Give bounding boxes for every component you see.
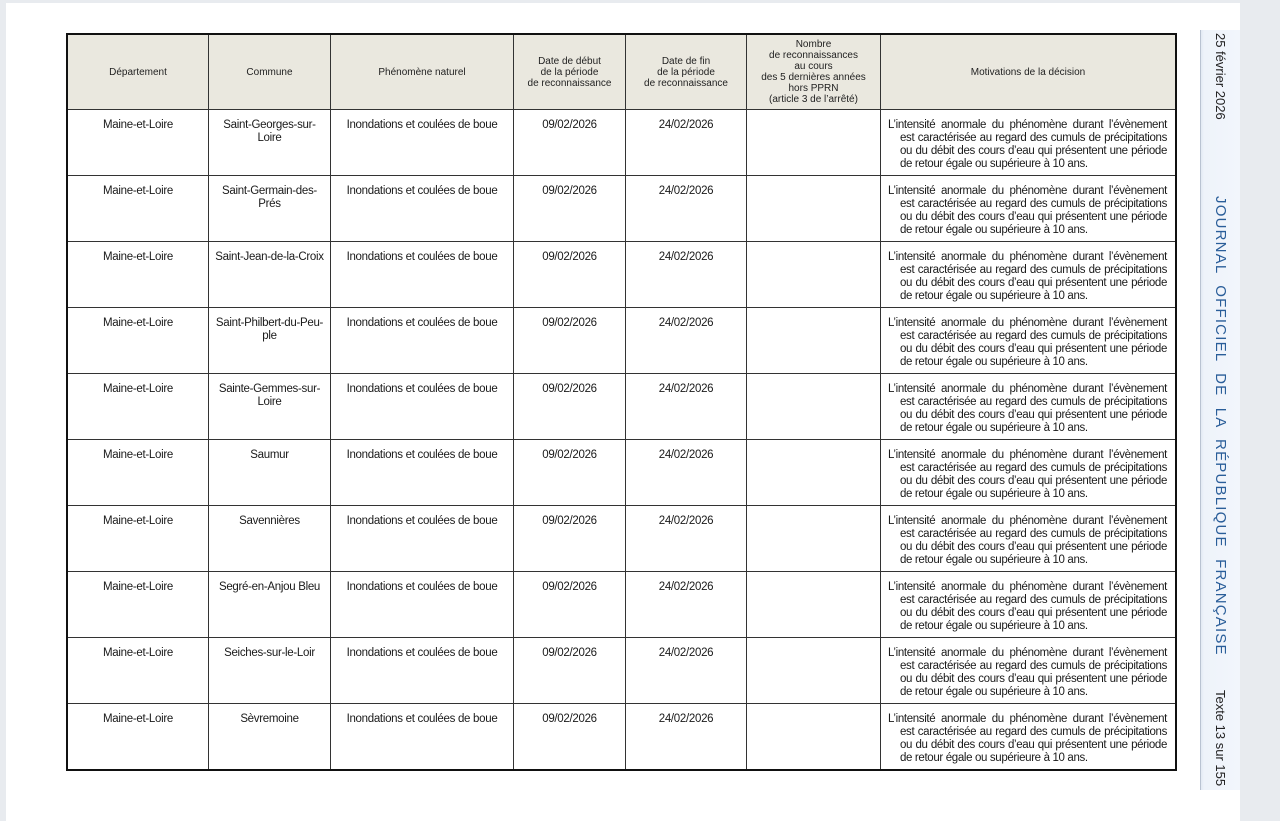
cell-commune: Sainte-Gemmes-sur-Loire	[209, 374, 331, 440]
cell-date-debut: 09/02/2026	[514, 176, 626, 242]
cell-departement: Maine-et-Loire	[67, 110, 209, 176]
header-date-fin	[626, 34, 747, 110]
cell-commune: Seiches-sur-le-Loir	[209, 638, 331, 704]
cell-date-fin: 24/02/2026	[626, 242, 747, 308]
header-line: de la période	[657, 66, 715, 78]
cell-date-fin: 24/02/2026	[626, 704, 747, 771]
cell-motivation: L’intensité anormale du phénomène durant l’évènement est caractérisée au regard des cumuls de précipitations ou du débit des cours d’eau qui présentent une période de retour égale ou supérieure à 10 ans.	[881, 176, 1177, 242]
cell-motivation: L’intensité anormale du phénomène durant l’évènement est caractérisée au regard des cumuls de précipitations ou du débit des cours d’eau qui présentent une période de retour égale ou supérieure à 10 ans.	[881, 374, 1177, 440]
table-row	[67, 638, 1176, 704]
cell-commune: Saumur	[209, 440, 331, 506]
cell-nombre	[747, 572, 881, 638]
cell-departement: Maine-et-Loire	[67, 440, 209, 506]
table-row	[67, 242, 1176, 308]
cell-date-debut: 09/02/2026	[514, 308, 626, 374]
publication-title: JOURNAL OFFICIEL DE LA RÉPUBLIQUE FRANÇAISE	[1212, 196, 1229, 656]
header-line: de reconnaissance	[527, 77, 612, 89]
table-row	[67, 110, 1176, 176]
header-line: de la période	[540, 66, 599, 78]
header-line: (article 3 de l’arrêté)	[769, 94, 858, 105]
cell-commune: Sèvremoine	[209, 704, 331, 771]
cell-departement: Maine-et-Loire	[67, 242, 209, 308]
cell-nombre	[747, 374, 881, 440]
cell-phenomene: Inondations et coulées de boue	[331, 506, 514, 572]
cell-departement: Maine-et-Loire	[67, 506, 209, 572]
cell-motivation: L’intensité anormale du phénomène durant l’évènement est caractérisée au regard des cumuls de précipitations ou du débit des cours d’eau qui présentent une période de retour égale ou supérieure à 10 ans.	[881, 572, 1177, 638]
header-line: Nombre	[795, 39, 832, 50]
cell-motivation: L’intensité anormale du phénomène durant l’évènement est caractérisée au regard des cumuls de précipitations ou du débit des cours d’eau qui présentent une période de retour égale ou supérieure à 10 ans.	[881, 308, 1177, 374]
cell-commune: Segré-en-Anjou Bleu	[209, 572, 331, 638]
cell-commune: Saint-Germain-des-Prés	[209, 176, 331, 242]
cell-date-debut: 09/02/2026	[514, 638, 626, 704]
table-row	[67, 176, 1176, 242]
cell-motivation: L’intensité anormale du phénomène durant l’évènement est caractérisée au regard des cumuls de précipitations ou du débit des cours d’eau qui présentent une période de retour égale ou supérieure à 10 ans.	[881, 704, 1177, 771]
cell-date-debut: 09/02/2026	[514, 440, 626, 506]
recognition-table	[66, 33, 1177, 771]
header-line: des 5 dernières années	[761, 72, 866, 83]
cell-motivation: L’intensité anormale du phénomène durant l’évènement est caractérisée au regard des cumuls de précipitations ou du débit des cours d’eau qui présentent une période de retour égale ou supérieure à 10 ans.	[881, 506, 1177, 572]
cell-date-fin: 24/02/2026	[626, 176, 747, 242]
cell-phenomene: Inondations et coulées de boue	[331, 704, 514, 771]
table-row	[67, 440, 1176, 506]
cell-date-fin: 24/02/2026	[626, 308, 747, 374]
cell-phenomene: Inondations et coulées de boue	[331, 374, 514, 440]
cell-motivation: L’intensité anormale du phénomène durant l’évènement est caractérisée au regard des cumuls de précipitations ou du débit des cours d’eau qui présentent une période de retour égale ou supérieure à 10 ans.	[881, 242, 1177, 308]
cell-phenomene: Inondations et coulées de boue	[331, 638, 514, 704]
cell-departement: Maine-et-Loire	[67, 704, 209, 771]
cell-phenomene: Inondations et coulées de boue	[331, 242, 514, 308]
header-commune: Commune	[209, 34, 331, 110]
cell-nombre	[747, 242, 881, 308]
table-header-row	[67, 34, 1176, 110]
cell-phenomene: Inondations et coulées de boue	[331, 440, 514, 506]
cell-phenomene: Inondations et coulées de boue	[331, 176, 514, 242]
header-line: Date de début	[538, 55, 601, 67]
cell-nombre	[747, 176, 881, 242]
cell-departement: Maine-et-Loire	[67, 572, 209, 638]
cell-date-debut: 09/02/2026	[514, 242, 626, 308]
cell-date-debut: 09/02/2026	[514, 374, 626, 440]
table-row	[67, 308, 1176, 374]
cell-commune: Saint-Georges-sur-Loire	[209, 110, 331, 176]
cell-date-fin: 24/02/2026	[626, 374, 747, 440]
cell-phenomene: Inondations et coulées de boue	[331, 110, 514, 176]
cell-phenomene: Inondations et coulées de boue	[331, 308, 514, 374]
cell-commune: Saint-Philbert-du-Peu-ple	[209, 308, 331, 374]
header-date-debut	[514, 34, 626, 110]
cell-nombre	[747, 440, 881, 506]
header-nombre-reconnaissances	[747, 34, 881, 110]
cell-departement: Maine-et-Loire	[67, 374, 209, 440]
table-row	[67, 374, 1176, 440]
cell-phenomene: Inondations et coulées de boue	[331, 572, 514, 638]
cell-nombre	[747, 704, 881, 771]
cell-departement: Maine-et-Loire	[67, 638, 209, 704]
cell-date-fin: 24/02/2026	[626, 440, 747, 506]
cell-date-debut: 09/02/2026	[514, 506, 626, 572]
cell-date-fin: 24/02/2026	[626, 572, 747, 638]
cell-nombre	[747, 110, 881, 176]
cell-commune: Saint-Jean-de-la-Croix	[209, 242, 331, 308]
header-phenomene: Phénomène naturel	[331, 34, 514, 110]
header-line: au cours	[794, 61, 833, 72]
header-line: de reconnaissance	[644, 77, 728, 89]
header-motivations: Motivations de la décision	[881, 34, 1177, 110]
publication-date: 25 février 2026	[1213, 33, 1228, 120]
header-line: de reconnaissances	[769, 50, 858, 61]
table-row	[67, 572, 1176, 638]
cell-date-fin: 24/02/2026	[626, 506, 747, 572]
table-row	[67, 704, 1176, 771]
header-line: hors PPRN	[788, 83, 839, 94]
cell-motivation: L’intensité anormale du phénomène durant l’évènement est caractérisée au regard des cumuls de précipitations ou du débit des cours d’eau qui présentent une période de retour égale ou supérieure à 10 ans.	[881, 440, 1177, 506]
cell-departement: Maine-et-Loire	[67, 176, 209, 242]
table-row	[67, 506, 1176, 572]
cell-date-debut: 09/02/2026	[514, 110, 626, 176]
cell-nombre	[747, 308, 881, 374]
cell-date-debut: 09/02/2026	[514, 572, 626, 638]
text-counter: Texte 13 sur 155	[1213, 690, 1228, 787]
header-line: Date de fin	[661, 55, 711, 67]
cell-departement: Maine-et-Loire	[67, 308, 209, 374]
cell-date-fin: 24/02/2026	[626, 110, 747, 176]
cell-motivation: L’intensité anormale du phénomène durant l’évènement est caractérisée au regard des cumuls de précipitations ou du débit des cours d’eau qui présentent une période de retour égale ou supérieure à 10 ans.	[881, 638, 1177, 704]
cell-date-fin: 24/02/2026	[626, 638, 747, 704]
cell-commune: Savennières	[209, 506, 331, 572]
cell-nombre	[747, 638, 881, 704]
header-departement: Département	[67, 34, 209, 110]
cell-date-debut: 09/02/2026	[514, 704, 626, 771]
cell-motivation: L’intensité anormale du phénomène durant l’évènement est caractérisée au regard des cumuls de précipitations ou du débit des cours d’eau qui présentent une période de retour égale ou supérieure à 10 ans.	[881, 110, 1177, 176]
cell-nombre	[747, 506, 881, 572]
